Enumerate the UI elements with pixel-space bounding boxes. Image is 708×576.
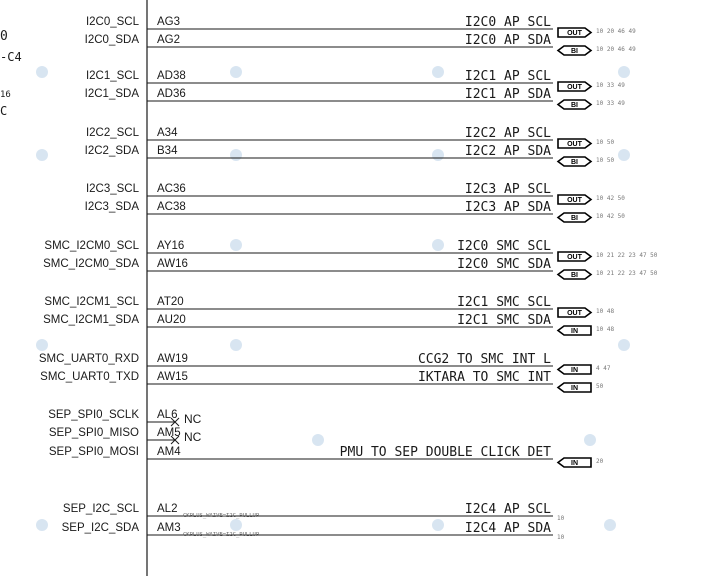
port-direction: OUT xyxy=(567,141,582,149)
pin-name: SMC_I2CM0_SCL xyxy=(44,240,139,252)
net-rows xyxy=(39,15,658,541)
pin-name: I2C0_SCL xyxy=(85,16,139,28)
net-label: I2C3 AP SDA xyxy=(464,200,551,215)
page-refs: 10 48 xyxy=(596,308,615,315)
watermark-logo xyxy=(312,434,324,446)
page-refs: 10 42 50 xyxy=(596,195,625,202)
page-refs: 20 xyxy=(596,458,604,465)
net-label: I2C1 AP SCL xyxy=(464,69,551,84)
port-direction: IN xyxy=(571,385,578,393)
ball-number: AL2 xyxy=(157,503,178,515)
watermark-logo xyxy=(230,66,242,78)
pin-name: SEP_SPI0_MOSI xyxy=(48,446,139,458)
page-refs: 10 21 22 23 47 50 xyxy=(596,252,658,259)
net-label: IKTARA TO SMC INT xyxy=(417,370,551,385)
port-direction: OUT xyxy=(567,254,582,262)
page-refs: 10 xyxy=(557,515,565,522)
ball-number: AD38 xyxy=(157,70,186,82)
page-refs: 10 20 46 49 xyxy=(596,46,636,53)
pin-name: I2C1_SCL xyxy=(85,70,139,82)
page-refs: 4 47 xyxy=(596,365,611,372)
net-label: I2C4 AP SDA xyxy=(464,521,551,536)
port-direction: BI xyxy=(571,48,578,56)
net-note: CKPLUS_WAIVE=I2C_PULLUP xyxy=(183,532,260,538)
part-ref-fragment: 0 xyxy=(0,29,8,44)
watermark-logo xyxy=(36,149,48,161)
port-direction: OUT xyxy=(567,84,582,92)
port-direction: IN xyxy=(571,460,578,468)
watermark-logo xyxy=(230,239,242,251)
watermark-logo xyxy=(36,339,48,351)
watermark-logo xyxy=(36,66,48,78)
ball-number: AU20 xyxy=(157,314,186,326)
net-label: I2C0 AP SCL xyxy=(464,15,551,30)
pin-name: SEP_I2C_SDA xyxy=(61,522,139,534)
net-label: I2C3 AP SCL xyxy=(464,182,551,197)
port-direction: IN xyxy=(571,367,578,375)
pin-name: I2C3_SDA xyxy=(84,201,139,213)
net-label: I2C2 AP SDA xyxy=(464,144,551,159)
watermark-logo xyxy=(604,519,616,531)
net-label: I2C0 SMC SCL xyxy=(457,239,551,254)
pin-name: SMC_UART0_TXD xyxy=(40,371,139,383)
ball-number: AM5 xyxy=(157,427,181,439)
pin-name: SEP_SPI0_SCLK xyxy=(48,409,139,421)
ball-number: AG3 xyxy=(157,16,181,28)
net-label: CCG2 TO SMC INT L xyxy=(417,352,551,367)
watermark-logo xyxy=(618,66,630,78)
pin-name: SMC_I2CM1_SCL xyxy=(44,296,139,308)
part-small-fragment: 16 xyxy=(0,90,11,100)
ball-number: A34 xyxy=(157,127,178,139)
port-direction: OUT xyxy=(567,310,582,318)
net-label: I2C0 SMC SDA xyxy=(457,257,551,272)
part-small-fragment-2: C xyxy=(0,104,8,118)
watermark-logo xyxy=(432,519,444,531)
page-refs: 10 48 xyxy=(596,326,615,333)
ball-number: B34 xyxy=(157,145,178,157)
ball-number: AM3 xyxy=(157,522,181,534)
ball-number: AT20 xyxy=(157,296,184,308)
watermark-logo xyxy=(618,339,630,351)
page-refs: 50 xyxy=(596,383,604,390)
port-direction: BI xyxy=(571,102,578,110)
pin-name: I2C0_SDA xyxy=(84,34,139,46)
net-label: I2C1 AP SDA xyxy=(464,87,551,102)
net-label: I2C4 AP SCL xyxy=(464,502,551,517)
net-note: CKPLUS_WAIVE=I2C_PULLUP xyxy=(183,513,260,519)
watermark-logo xyxy=(230,519,242,531)
pin-name: SEP_I2C_SCL xyxy=(62,503,139,515)
pin-name: I2C2_SDA xyxy=(84,145,139,157)
page-refs: 10 33 49 xyxy=(596,82,625,89)
net-label: I2C0_AP_SDA xyxy=(464,33,551,48)
part-sub-fragment: -C4 xyxy=(0,50,22,64)
ball-number: AW16 xyxy=(157,258,188,270)
net-label: I2C1_SMC_SDA xyxy=(457,313,551,328)
ball-number: AW19 xyxy=(157,353,188,365)
watermark-logo xyxy=(230,339,242,351)
pin-name: I2C3_SCL xyxy=(85,183,139,195)
watermark-logo xyxy=(36,519,48,531)
ball-number: AD36 xyxy=(157,88,186,100)
ball-number: AY16 xyxy=(157,240,185,252)
net-label: I2C2_AP_SCL xyxy=(464,126,551,141)
page-refs: 10 42 50 xyxy=(596,213,625,220)
ball-number: AC36 xyxy=(157,183,186,195)
port-direction: BI xyxy=(571,272,578,280)
no-connect-label: NC xyxy=(184,412,202,426)
port-direction: IN xyxy=(571,328,578,336)
port-direction: OUT xyxy=(567,30,582,38)
page-refs: 10 21 22 23 47 50 xyxy=(596,270,658,277)
port-direction: OUT xyxy=(567,197,582,205)
pin-name: SEP_SPI0_MISO xyxy=(48,427,139,439)
pin-name: SMC_I2CM0_SDA xyxy=(43,258,139,270)
ball-number: AG2 xyxy=(157,34,181,46)
ball-number: AL6 xyxy=(157,409,178,421)
pin-name: I2C2_SCL xyxy=(85,127,139,139)
page-refs: 10 50 xyxy=(596,157,615,164)
ball-number: AW15 xyxy=(157,371,188,383)
watermark-logo xyxy=(584,434,596,446)
no-connect-label: NC xyxy=(184,430,202,444)
watermark-logo xyxy=(618,149,630,161)
port-direction: BI xyxy=(571,215,578,223)
pin-name: SMC_I2CM1_SDA xyxy=(43,314,139,326)
pin-name: SMC_UART0_RXD xyxy=(38,353,139,365)
page-refs: 10 50 xyxy=(596,139,615,146)
watermark-logo xyxy=(432,239,444,251)
pin-name: I2C1_SDA xyxy=(84,88,139,100)
watermark-logo xyxy=(432,66,444,78)
page-refs: 10 xyxy=(557,534,565,541)
port-direction: BI xyxy=(571,159,578,167)
watermark-logo xyxy=(432,149,444,161)
ball-number: AM4 xyxy=(157,446,181,458)
net-label: PMU_TO_SEP_DOUBLE_CLICK_DET xyxy=(339,445,551,460)
net-label: I2C1 SMC SCL xyxy=(457,295,551,310)
ball-number: AC38 xyxy=(157,201,186,213)
watermark-logo xyxy=(230,149,242,161)
page-refs: 10 20 46 49 xyxy=(596,28,636,35)
page-refs: 10 33 49 xyxy=(596,100,625,107)
